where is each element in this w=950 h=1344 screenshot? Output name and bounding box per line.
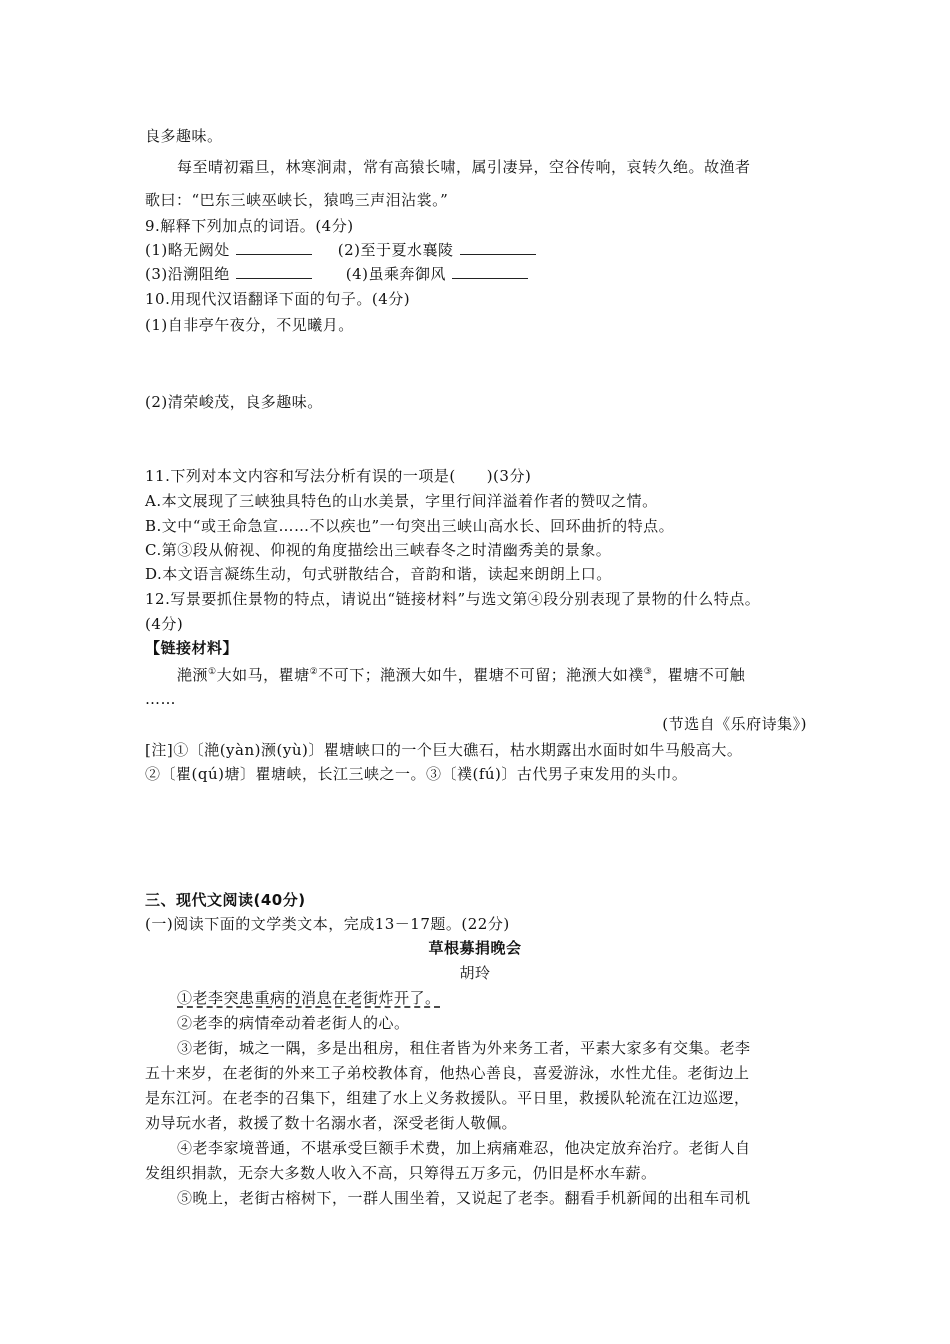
link-source: (节选自《乐府诗集》) [662, 715, 807, 733]
link-poem-line: 滟滪①大如马，瞿塘②不可下；滟滪大如牛，瞿塘不可留；滟滪大如襆③，瞿塘不可触 [177, 666, 746, 684]
section3-subheading: (一)阅读下面的文学类文本，完成13－17题。(22分) [145, 915, 510, 933]
q12-title-line2: (4分) [145, 615, 184, 633]
story-title: 草根募捐晚会 [428, 939, 522, 957]
q10-sentence-2: (2)清荣峻茂，良多趣味。 [145, 393, 323, 411]
footnote-mark-2: ② [309, 667, 319, 677]
q9-title: 9.解释下列加点的词语。(4分) [145, 217, 354, 235]
footnote-mark-1: ① [208, 667, 217, 677]
story-para3-line4: 劝导玩水者，救援了数十名溺水者，深受老街人敬佩。 [145, 1114, 518, 1132]
q11-option-c: C.第③段从俯视、仰视的角度描绘出三峡春冬之时清幽秀美的景象。 [145, 541, 612, 559]
q9-item-2: (2)至于夏水襄陵 [337, 241, 454, 259]
footnote-mark-3: ③ [643, 667, 653, 677]
q9-row2 [145, 264, 528, 284]
passage-para4-line2: 歌曰：“巴东三峡巫峡长，猿鸣三声泪沾裳。” [145, 191, 449, 209]
story-para3-line3: 是东江河。在老李的召集下，组建了水上义务救援队。平日里，救援队轮流在江边巡逻， [145, 1089, 750, 1107]
section3-heading: 三、现代文阅读(40分) [145, 891, 306, 909]
story-para3-line1: ③老街，城之一隅，多是出租房，租住者皆为外来务工者，平素大家多有交集。老李 [177, 1039, 751, 1057]
story-para4-line2: 发组织捐款，无奈大多数人收入不高，只筹得五万多元，仍旧是杯水车薪。 [145, 1164, 657, 1182]
note-line2: ②〔瞿(qú)塘〕瞿塘峡，长江三峡之一。③〔襆(fú)〕古代男子束发用的头巾。 [145, 765, 688, 783]
link-poem-ellipsis: …… [145, 690, 176, 708]
q9-blank-4[interactable] [452, 264, 528, 279]
story-para2: ②老李的病情牵动着老街人的心。 [177, 1014, 410, 1032]
passage-tail: 良多趣味。 [145, 127, 223, 145]
story-author: 胡玲 [459, 964, 491, 982]
note-line1: [注]①〔滟(yàn)滪(yù)〕瞿塘峡口的一个巨大礁石，枯水期露出水面时如牛马般高大。 [145, 741, 743, 759]
q11-title: 11.下列对本文内容和写法分析有误的一项是( )(3分) [145, 467, 532, 485]
q12-title-line1: 12.写景要抓住景物的特点，请说出“链接材料”与选文第④段分别表现了景物的什么特点。 [145, 590, 761, 608]
q9-item-1: (1)略无阙处 [145, 241, 230, 259]
q9-item-3: (3)沿溯阻绝 [145, 265, 230, 283]
q11-option-d: D.本文语言凝练生动，句式骈散结合，音韵和谐，读起来朗朗上口。 [145, 565, 612, 583]
story-para5-line1: ⑤晚上，老街古榕树下，一群人围坐着，又说起了老李。翻看手机新闻的出租车司机 [177, 1189, 751, 1207]
q11-option-a: A.本文展现了三峡独具特色的山水美景，字里行间洋溢着作者的赞叹之情。 [145, 492, 658, 510]
q11-option-b: B.文中“或王命急宣……不以疾也”一句突出三峡山高水长、回环曲折的特点。 [145, 517, 675, 535]
q9-row1 [145, 240, 536, 260]
story-para1: ①老李突患重病的消息在老街炸开了。 [177, 989, 441, 1007]
link-material-heading: 【链接材料】 [145, 639, 239, 657]
story-para3-line2: 五十来岁，在老街的外来工子弟校教体育，他热心善良，喜爱游泳，水性尤佳。老街边上 [145, 1064, 750, 1082]
q10-title: 10.用现代汉语翻译下面的句子。(4分) [145, 290, 411, 308]
q9-item-4: (4)虽乘奔御风 [345, 265, 446, 283]
q10-sentence-1: (1)自非亭午夜分，不见曦月。 [145, 316, 354, 334]
q9-blank-2[interactable] [460, 240, 536, 255]
q9-blank-3[interactable] [236, 264, 312, 279]
passage-para4-line1: 每至晴初霜旦，林寒涧肃，常有高猿长啸，属引凄异，空谷传响，哀转久绝。故渔者 [177, 158, 751, 176]
story-para4-line1: ④老李家境普通，不堪承受巨额手术费，加上病痛难忍，他决定放弃治疗。老街人自 [177, 1139, 751, 1157]
q9-blank-1[interactable] [236, 240, 312, 255]
